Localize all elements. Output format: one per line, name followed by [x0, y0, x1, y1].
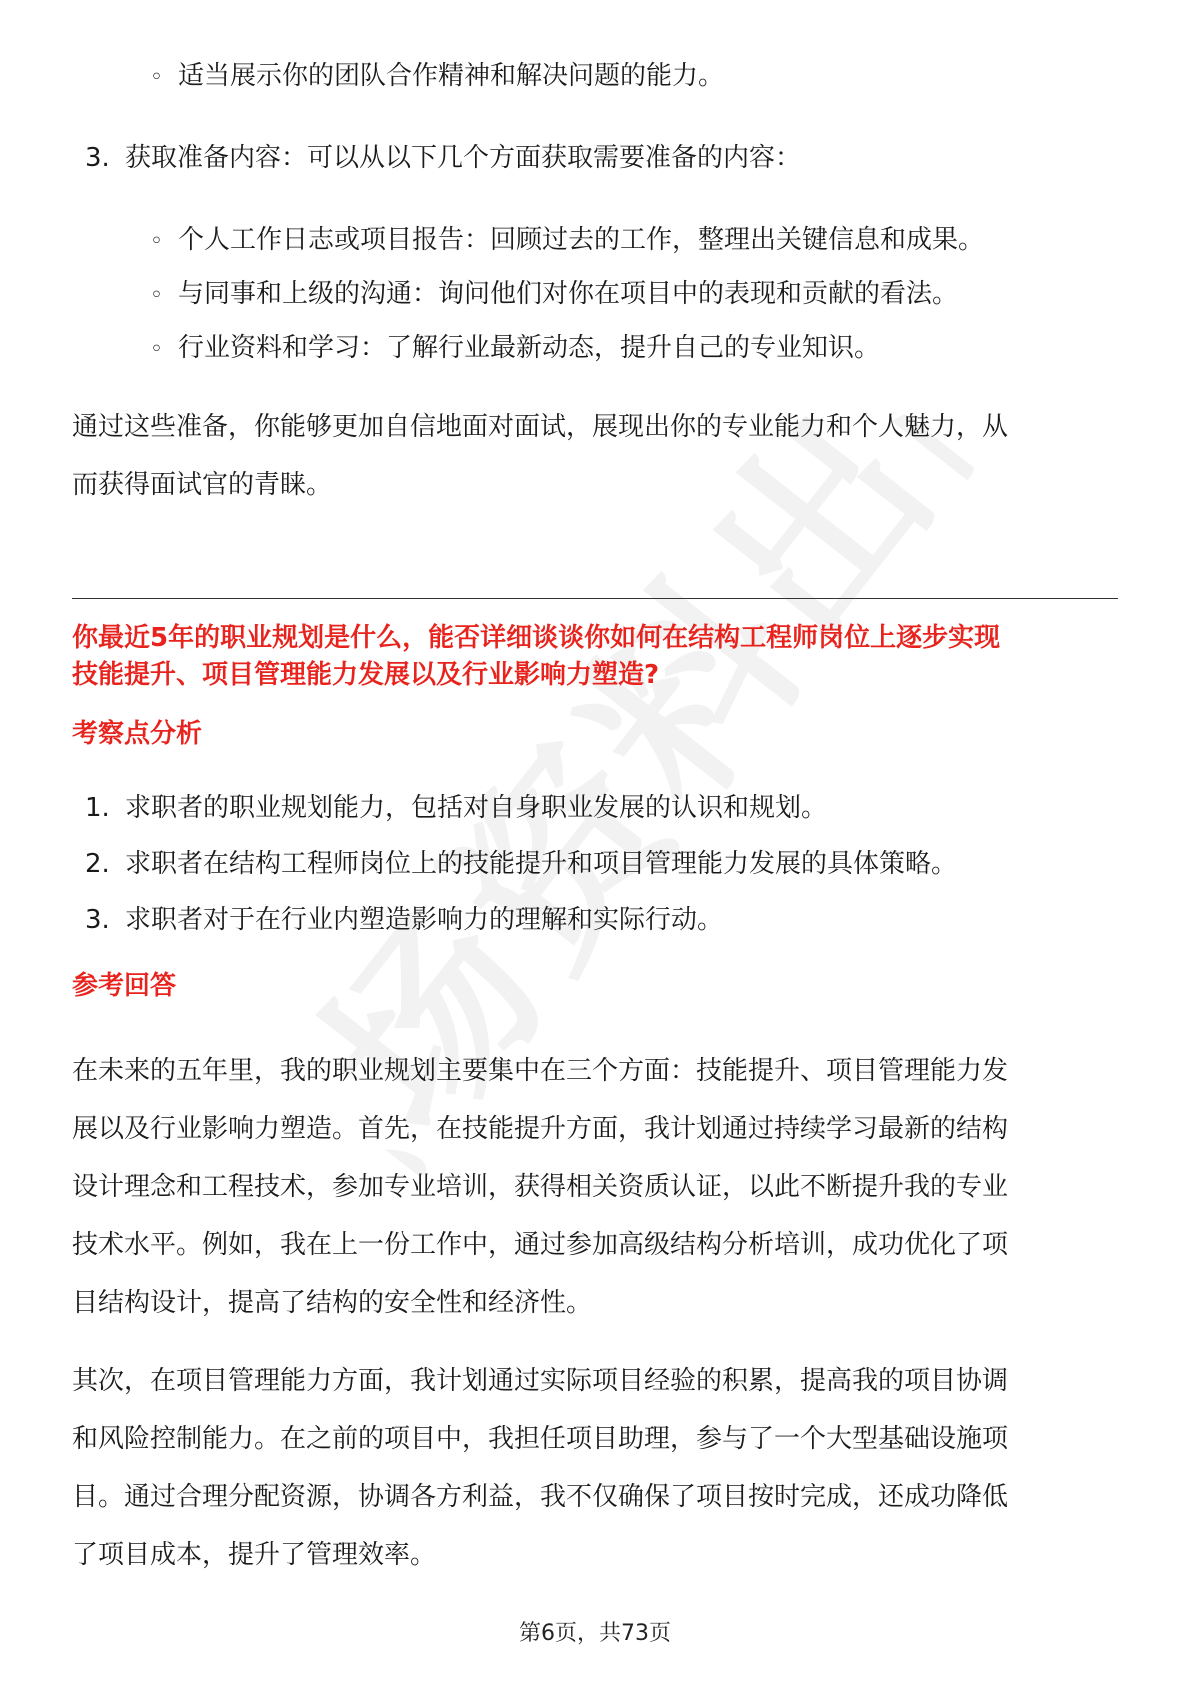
question-line: 技能提升、项目管理能力发展以及行业影响力塑造? — [72, 660, 660, 690]
paragraph-line: 技术水平。例如，我在上一份工作中，通过参加高级结构分析培训，成功优化了项 — [72, 1230, 1009, 1260]
numbered-item — [85, 790, 827, 826]
paragraph-line: 在未来的五年里，我的职业规划主要集中在三个方面：技能提升、项目管理能力发 — [72, 1056, 1009, 1086]
paragraph-line: 设计理念和工程技术，参加专业培训，获得相关资质认证，以此不断提升我的专业 — [72, 1172, 1009, 1202]
numbered-item — [85, 846, 957, 882]
list-item — [150, 330, 880, 368]
question-line: 你最近5年的职业规划是什么，能否详细谈谈你如何在结构工程师岗位上逐步实现 — [72, 623, 1001, 653]
list-item-text: 与同事和上级的沟通：询问他们对你在项目中的表现和贡献的看法。 — [178, 279, 959, 309]
paragraph-line: 其次，在项目管理能力方面，我计划通过实际项目经验的积累，提高我的项目协调 — [72, 1366, 1009, 1396]
list-item-text: 个人工作日志或项目报告：回顾过去的工作，整理出关键信息和成果。 — [178, 225, 985, 255]
paragraph-line: 目。通过合理分配资源，协调各方利益，我不仅确保了项目按时完成，还成功降低 — [72, 1482, 1009, 1512]
item-number: 3. — [85, 143, 110, 173]
analysis-title: 考察点分析 — [72, 719, 203, 749]
paragraph-line: 而获得面试官的青睐。 — [72, 470, 333, 500]
item-number: 1. — [85, 793, 110, 823]
list-item — [150, 58, 724, 96]
hollow-bullet-icon: ◦ — [150, 283, 163, 308]
item-text: 获取准备内容：可以从以下几个方面获取需要准备的内容： — [125, 143, 802, 173]
paragraph-line: 通过这些准备，你能够更加自信地面对面试，展现出你的专业能力和个人魅力，从 — [72, 412, 1009, 442]
hollow-bullet-icon: ◦ — [150, 229, 163, 254]
paragraph-line: 目结构设计，提高了结构的安全性和经济性。 — [72, 1288, 593, 1318]
summary-paragraph — [72, 398, 1118, 514]
list-item — [150, 276, 958, 314]
item-number: 2. — [85, 849, 110, 879]
item-text: 求职者对于在行业内塑造影响力的理解和实际行动。 — [125, 905, 724, 935]
paragraph-line: 展以及行业影响力塑造。首先，在技能提升方面，我计划通过持续学习最新的结构 — [72, 1114, 1009, 1144]
item-number: 3. — [85, 905, 110, 935]
item-text: 求职者的职业规划能力，包括对自身职业发展的认识和规划。 — [125, 793, 828, 823]
section-divider — [72, 598, 1118, 599]
answer-paragraph-2 — [72, 1352, 1118, 1584]
paragraph-line: 和风险控制能力。在之前的项目中，我担任项目助理，参与了一个大型基础设施项 — [72, 1424, 1009, 1454]
paragraph-line: 了项目成本，提升了管理效率。 — [72, 1540, 437, 1570]
hollow-bullet-icon: ◦ — [150, 65, 163, 90]
list-item — [150, 222, 984, 260]
item-text: 求职者在结构工程师岗位上的技能提升和项目管理能力发展的具体策略。 — [125, 849, 958, 879]
question-heading — [72, 620, 1118, 694]
page-footer: 第6页，共73页 — [519, 1621, 671, 1646]
hollow-bullet-icon: ◦ — [150, 337, 163, 362]
list-item-text: 适当展示你的团队合作精神和解决问题的能力。 — [178, 61, 725, 91]
answer-title: 参考回答 — [72, 971, 177, 1001]
numbered-item — [85, 140, 801, 176]
numbered-item — [85, 902, 723, 938]
answer-paragraph-1 — [72, 1042, 1118, 1332]
list-item-text: 行业资料和学习：了解行业最新动态，提升自己的专业知识。 — [178, 333, 881, 363]
